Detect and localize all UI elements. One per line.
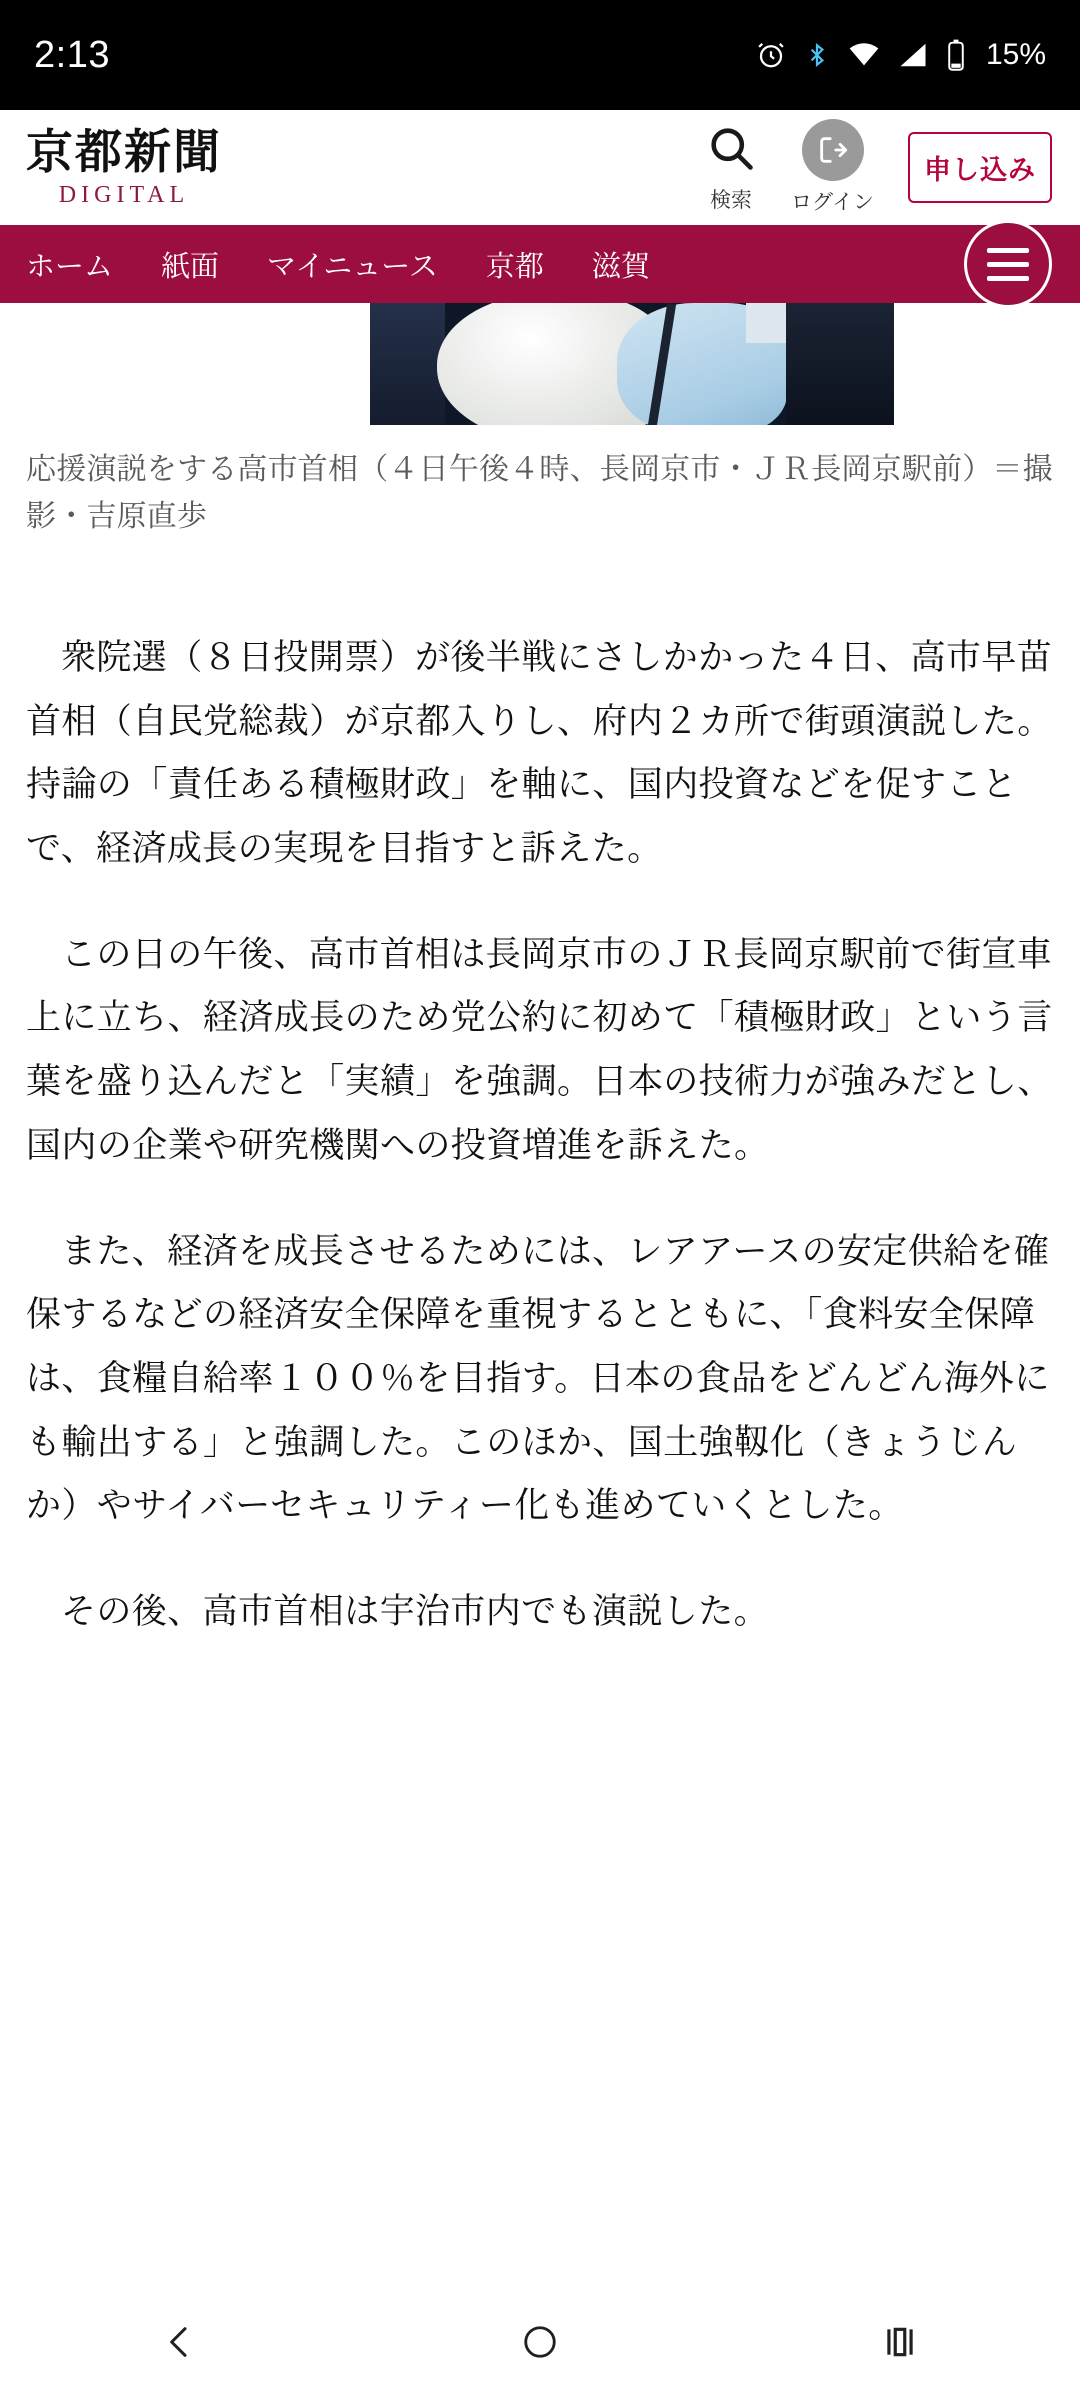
nav-item-kyoto[interactable]: 京都 bbox=[485, 250, 544, 283]
battery-icon bbox=[946, 39, 966, 71]
back-icon bbox=[160, 2322, 200, 2367]
recents-button[interactable] bbox=[840, 2304, 960, 2384]
back-button[interactable] bbox=[120, 2304, 240, 2384]
bluetooth-icon bbox=[804, 40, 830, 70]
site-logo[interactable] bbox=[26, 124, 222, 208]
login-button[interactable] bbox=[791, 119, 874, 216]
search-label: 検索 bbox=[710, 188, 753, 212]
alarm-icon bbox=[756, 40, 786, 70]
wifi-icon bbox=[848, 42, 880, 68]
photo-caption: 応援演説をする高市首相（４日午後４時、長岡京市・ＪＲ長岡京駅前）＝撮影・吉原直歩 bbox=[26, 453, 1053, 533]
article-paragraph: 衆院選（８日投開票）が後半戦にさしかかった４日、高市早苗首相（自民党総裁）が京都入りし、府内２カ所で街頭演説した。持論の「責任ある積極財政」を軸に、国内投資などを促すことで、経済成長の実現を目指すと訴えた。 bbox=[26, 638, 1053, 869]
article-text bbox=[0, 626, 1080, 1644]
primary-nav bbox=[0, 225, 1080, 303]
nav-item-paper[interactable]: 紙面 bbox=[161, 250, 220, 283]
login-icon bbox=[802, 119, 864, 181]
signup-button[interactable]: 申し込み bbox=[908, 132, 1052, 203]
nav-item-mynews[interactable]: マイニュース bbox=[267, 250, 438, 283]
nav-item-home[interactable]: ホーム bbox=[26, 250, 114, 283]
article-photo bbox=[187, 303, 894, 425]
home-icon bbox=[521, 2323, 559, 2366]
login-label: ログイン bbox=[791, 191, 874, 214]
logo-sub-text: DIGITAL bbox=[58, 181, 190, 208]
status-icons bbox=[756, 38, 1046, 72]
status-time: 2:13 bbox=[34, 33, 110, 76]
search-button[interactable] bbox=[705, 122, 757, 214]
search-icon bbox=[705, 122, 757, 179]
article-body bbox=[0, 303, 1080, 1644]
battery-percent: 15% bbox=[985, 38, 1046, 71]
recents-icon bbox=[881, 2323, 919, 2366]
nav-item-shiga[interactable]: 滋賀 bbox=[591, 250, 650, 283]
hamburger-menu-icon[interactable] bbox=[964, 220, 1052, 308]
status-bar bbox=[0, 0, 1080, 110]
logo-main-text: 京都新聞 bbox=[26, 124, 222, 180]
article-paragraph: この日の午後、高市首相は長岡京市のＪＲ長岡京駅前で街宣車上に立ち、経済成長のため党公約に初めて「積極財政」という言葉を盛り込んだと「実績」を強調。日本の技術力が強みだとし、国内の企業や研究機関への投資増進を訴えた。 bbox=[26, 934, 1053, 1165]
signal-icon bbox=[898, 42, 928, 68]
home-button[interactable] bbox=[480, 2304, 600, 2384]
article-paragraph: その後、高市首相は宇治市内でも演説した。 bbox=[61, 1591, 770, 1631]
article-photo-wrap bbox=[0, 303, 1080, 425]
site-header bbox=[0, 110, 1080, 225]
article-paragraph: また、経済を成長させるためには、レアアースの安定供給を確保するなどの経済安全保障を重視するとともに、「食料安全保障は、食糧自給率１００％を目指す。日本の食品をどんどん海外にも輸出する」と強調した。このほか、国土強靱化（きょうじんか）やサイバーセキュリティー化も進めていくとした。 bbox=[26, 1231, 1050, 1526]
system-navigation-bar bbox=[0, 2287, 1080, 2400]
